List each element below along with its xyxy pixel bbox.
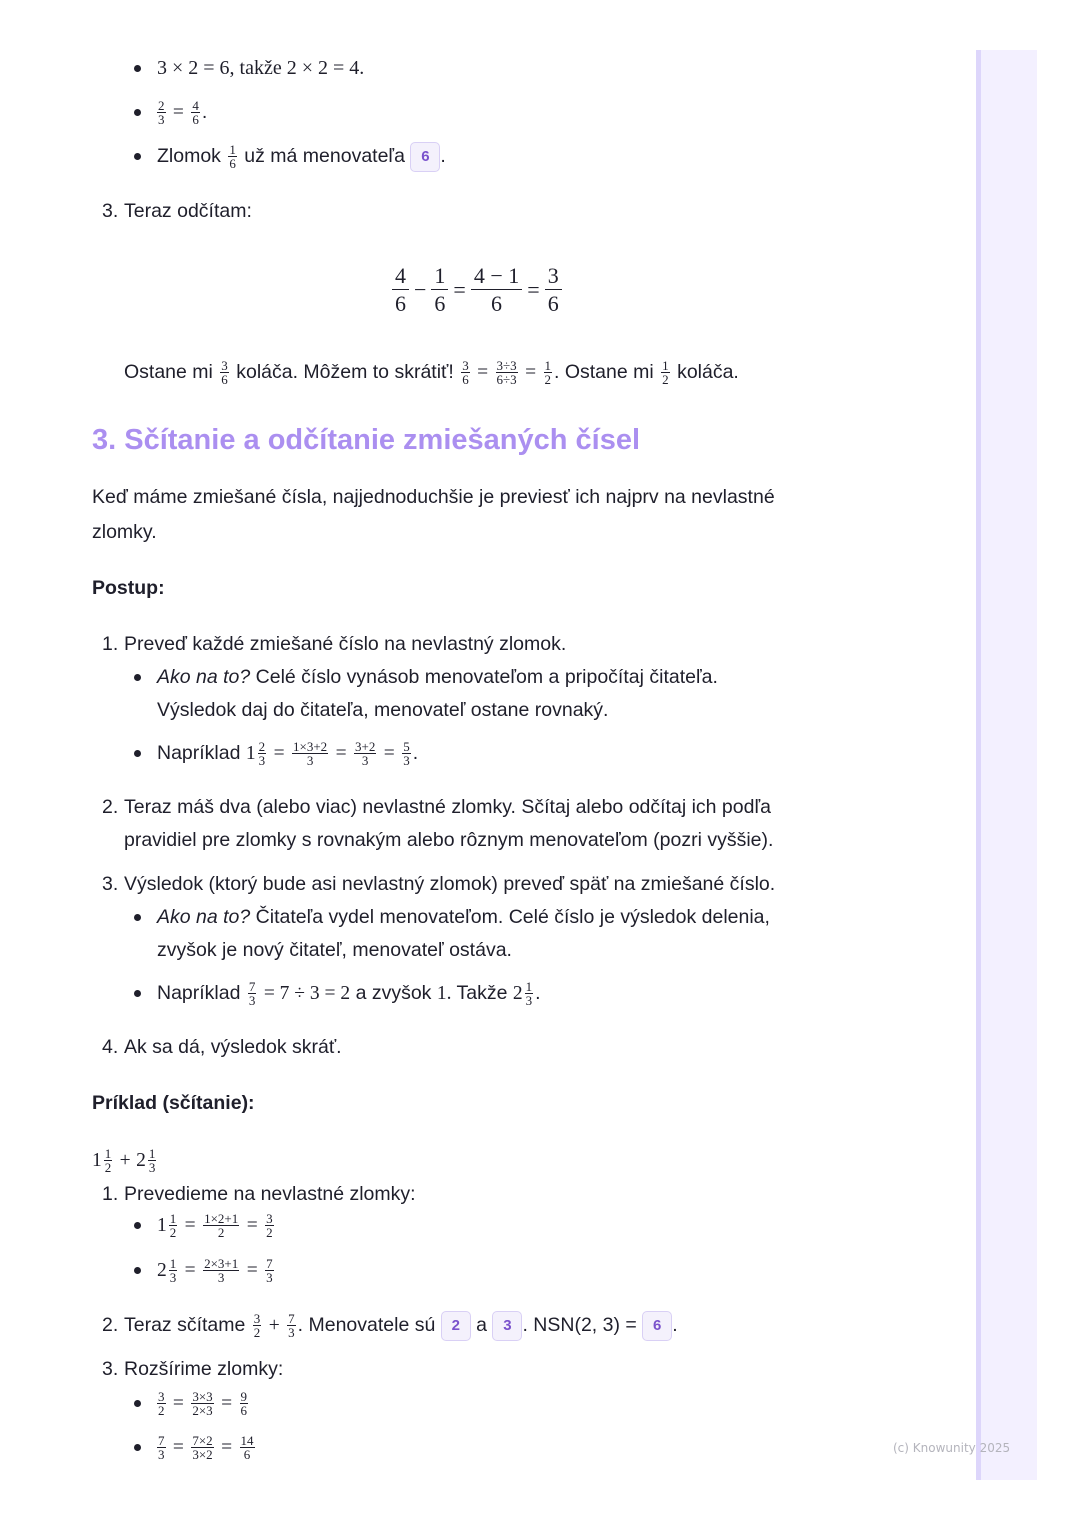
bullet-dot xyxy=(134,990,141,997)
bullet-dot xyxy=(134,65,141,72)
step-3-text: Teraz odčítam: xyxy=(124,200,252,222)
bullet-dot xyxy=(134,750,141,757)
section-heading: 3. Sčítanie a odčítanie zmiešaných čísel xyxy=(92,424,641,456)
step-3b-text: Výsledok (ktorý bude asi nevlastný zlomok) preveď späť na zmiešané číslo. xyxy=(124,873,776,895)
step-3b-bullet-2: Napríklad $\frac{7}{3}$ = 7 ÷ 3 = 2 a zvyšok 1. Takže 2 $\frac{1}{3}$ . xyxy=(157,979,541,1009)
highlight-chip: 2 xyxy=(441,1311,471,1341)
postup-label: Postup: xyxy=(92,577,165,599)
top-bullet-2: $\frac{2}{3}$ = $\frac{4}{6}$ . xyxy=(158,98,208,128)
top-bullet-1: 3 × 2 = 6, takže 2 × 2 = 4. xyxy=(157,57,365,79)
example-step-2: Teraz sčítame $\frac{3}{2}$ + $\frac{7}{3}$ . Menovatele sú 2 a 3 . NSN(2, 3) = 6 . xyxy=(124,1311,678,1341)
fraction: $\frac{4}{6}$ xyxy=(192,98,199,128)
section-intro: Keď máme zmiešané čísla, najjednoduchšie je previesť ich najprv na nevlastné zlomky. xyxy=(92,486,775,543)
example-step-1-bullet-1: 1 $\frac{1}{2}$ = $\frac{1\times 2+1}{2}$ = $\frac{3}{2}$ xyxy=(157,1211,273,1241)
step-1-bullet-2: Napríklad 1 $\frac{2}{3}$ = $\frac{1\times 3+2}{3}$ = $\frac{3+2}{3}$ = $\frac{5}{3}$ . xyxy=(157,739,419,769)
example-step-3-bullet-2: $\frac{7}{3}$ = $\frac{7\times 2}{3\times 2}$ = $\frac{14}{6}$ xyxy=(158,1433,254,1463)
example-label: Príklad (sčítanie): xyxy=(92,1092,255,1114)
step-2-text: Teraz máš dva (alebo viac) nevlastné zlomky. Sčítaj alebo odčítaj ich podľa pravidiel pre zlomky s rovnakým alebo rôznym menovateľom (pozri vyššie). xyxy=(124,796,774,851)
fraction: $\frac{2}{3}$ xyxy=(158,98,165,128)
list-number: 1. xyxy=(102,1183,119,1205)
highlight-chip: 3 xyxy=(492,1311,522,1341)
display-equation: $\frac{4}{6}$ − $\frac{1}{6}$ = $\frac{4 - 1}{6}$ = $\frac{3}{6}$ xyxy=(390,262,564,317)
list-number: 4. xyxy=(102,1036,119,1058)
list-number: 2. xyxy=(102,796,119,818)
list-number: 2. xyxy=(102,1314,119,1336)
list-number: 1. xyxy=(102,633,119,655)
example-step-3-text: Rozšírime zlomky: xyxy=(124,1358,284,1380)
copyright: (c) Knowunity 2025 xyxy=(893,1441,1011,1455)
highlight-chip: 6 xyxy=(410,142,440,172)
bullet-dot xyxy=(134,1444,141,1451)
example-step-3-bullet-1: $\frac{3}{2}$ = $\frac{3\times 3}{2\times 3}$ = $\frac{9}{6}$ xyxy=(158,1389,248,1419)
bullet-dot xyxy=(134,1400,141,1407)
step-4-text: Ak sa dá, výsledok skráť. xyxy=(124,1036,342,1058)
step-1-bullet-1: Ako na to? Celé číslo vynásob menovateľom a pripočítaj čitateľa. Výsledok daj do čitateľa, menovateľ ostane rovnaký. xyxy=(157,666,718,721)
bullet-dot xyxy=(134,674,141,681)
side-panel xyxy=(976,50,1037,1480)
highlight-chip: 6 xyxy=(642,1311,672,1341)
list-number: 3. xyxy=(102,1358,119,1380)
bullet-dot xyxy=(134,153,141,160)
bullet-dot xyxy=(134,1267,141,1274)
top-bullet-3: Zlomok $\frac{1}{6}$ už má menovateľa 6 . xyxy=(157,142,446,172)
step-3b-bullet-1: Ako na to? Čitateľa vydel menovateľom. Celé číslo je výsledok delenia, zvyšok je nový čitateľ, menovateľ ostáva. xyxy=(157,906,770,961)
bullet-dot xyxy=(134,109,141,116)
bullet-dot xyxy=(134,914,141,921)
bullet-dot xyxy=(134,1222,141,1229)
step-1-text: Preveď každé zmiešané číslo na nevlastný zlomok. xyxy=(124,633,567,655)
example-step-1-text: Prevedieme na nevlastné zlomky: xyxy=(124,1183,416,1205)
fraction: $\frac{1}{6}$ xyxy=(229,142,236,172)
list-number: 3. xyxy=(102,873,119,895)
list-number: 3. xyxy=(102,200,119,222)
example-step-1-bullet-2: 2 $\frac{1}{3}$ = $\frac{2\times 3+1}{3}$ = $\frac{7}{3}$ xyxy=(157,1256,273,1286)
step-3-result-line: Ostane mi $\frac{3}{6}$ koláča. Môžem to skrátiť! $\frac{3}{6}$ = $\frac{3\div 3}{6\div 3}$ = $\frac{1}{2}$ . Ostane mi $\frac{1}{2}$ koláča. xyxy=(124,358,739,388)
example-expression: 1 $\frac{1}{2}$ + 2 $\frac{1}{3}$ xyxy=(92,1146,156,1176)
